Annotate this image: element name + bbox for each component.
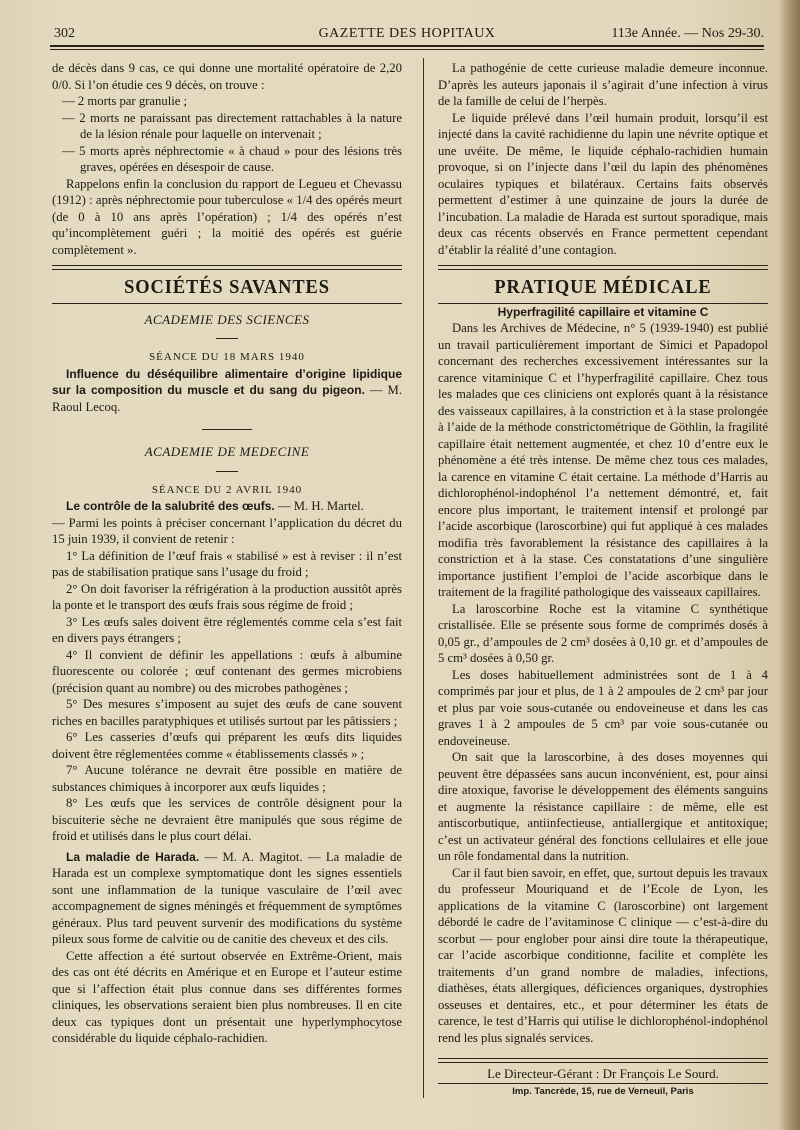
oeufs-point: 3° Les œufs sales doivent être réglementés comme cela s’est fait en divers pays étrangers ; [52, 614, 402, 645]
journal-title: GAZETTE DES HOPITAUX [318, 26, 496, 41]
oeufs-point: 1° La définition de l’œuf frais « stabilisé » est à reviser : il n’est pas de stabilisation pratique sans l’usage du froid ; [52, 548, 402, 579]
section-rule-bottom [52, 303, 402, 304]
harada-author: — M. A. Magitot. [204, 849, 303, 864]
short-rule [216, 338, 238, 339]
left-column [52, 60, 402, 1047]
item-author: — M. Raoul Lecoq. [52, 383, 403, 414]
header-rule [50, 45, 764, 47]
oeufs-point: 6° Les casseries d’œufs qui préparent les œufs dits liquides doivent être réglementées comme « établissements classés » ; [52, 730, 402, 761]
harada-paragraph-2: Cette affection a été surtout observée en Extrême-Orient, mais des cas ont été décrits en Amérique et en Europe et l’auteur estime que si l’affection était plus connue dans ses différentes formes cliniques, les observations seraient bien plus nombreuses. Il en cite deux cas typiques dont un présentait une hyperlymphocytose considérable du liquide céphalo-rachidien. [52, 948, 402, 1045]
oeufs-point: 2° On doit favoriser la réfrigération à la production aussitôt après la ponte et le transport des œufs frais sous régime de froid ; [52, 581, 402, 612]
death-item: — 5 morts après néphrectomie « à chaud » pour des lésions très graves, opérées en désespoir de cause. [62, 143, 402, 174]
column-divider [423, 58, 424, 1098]
death-item: — 2 morts par granulie ; [62, 94, 188, 108]
death-item: — 2 morts ne paraissant pas directement rattachables à la nature de la lésion rénale pour laquelle on intervenait ; [62, 110, 402, 141]
academie-medecine-heading: ACADEMIE DE MEDECINE [144, 444, 310, 459]
harada-liquide: Le liquide prélevé dans l’œil humain produit, lorsqu’il est injecté dans la cavité rachidienne du lapin une névrite optique et une uvéite. De même, le liquide céphalo-rachidien humain provoque, si on l’injecte dans l’œil du lapin des phénomènes oculaires typiques et bilatéraux. Certains faits observés permettent d’estimer à une quinzaine de jours la durée de l’incubation. La maladie de Harada est surtout sporadique, mais deux cas récents observés en France permettent cependant d’établir la réalité d’une contagion. [438, 110, 768, 257]
issue-info: 113e Année. — Nos 29-30. [611, 26, 764, 41]
separator-rule [202, 429, 252, 430]
oeufs-point: 5° Des mesures s’imposent au sujet des œufs de cane souvent riches en bacilles paratyphiques et utilisés surtout par les pâtissiers ; [52, 697, 402, 728]
page-number: 302 [54, 26, 75, 41]
oeufs-paragraph [52, 498, 402, 515]
article-paragraph: Dans les Archives de Médecine, n° 5 (1939-1940) est publié un travail particulièrement important de Simici et Papadopol concernant des recherches excessivement intéressantes sur la carence vitaminique C et l’hyperfragilité capillaire. Chez tous les malades que ces cliniciens ont explorés quant à la résistance des vaisseaux capillaires, à la constriction et à la stase prolongée à l’aide de la méthode constrictométrique de Göthlin, la fragilité capillaire était nettement augmentée, et chez 10 d’entre eux le phénomène a été très intense. De même chez tous ces malades, la carence en vitamine C était certaine. La méthode d’Harris au dichlorophénol-indophénol l’a nettement démontré, et, fait encore plus important, le traitement intensif et prolongé par l’acide ascorbique (laroscorbine) qui fut appliqué à ces malades modifia très favorablement la résistance des capillaires à la constriction et à la stase. Ces constatations d’une singulière importance justifient l’emploi de l’acide ascorbique dans le traitement de la fragilité pathologique des vaisseaux capillaires. [438, 321, 768, 599]
item-title: Influence du déséquilibre alimentaire d’origine lipidique sur la composition du muscle et du sang du pigeon. [52, 366, 402, 397]
harada-title: La maladie de Harada. [66, 849, 200, 864]
article-paragraph: La laroscorbine Roche est la vitamine C synthétique cristallisée. Elle se présente sous forme de comprimés dosés à 0,05 gr., d’ampoules de 2 cm³ dosées à 0,10 gr. et d’ampoules de 5 cm³ dosées à 0,50 gr. [438, 601, 768, 665]
header-rule-thin [50, 49, 764, 50]
seance-date: SÉANCE DU 2 AVRIL 1940 [151, 483, 303, 496]
printer-imprint: Imp. Tancrède, 15, rue de Verneuil, Paris [512, 1085, 694, 1097]
footer-rule [438, 1058, 768, 1063]
section-rule [438, 265, 768, 270]
conclusion-paragraph: Rappelons enfin la conclusion du rapport de Legueu et Chevassu (1912) : après néphrectomie pour tuberculose « 1/4 des opérés meurt (de 0 à 10 ans après l’opération) ; 1/4 des opérés n’est qu’incomplètement guéri ; la moitié des opérés est guérie complètement ». [52, 176, 402, 257]
article-paragraph: Les doses habituellement administrées sont de 1 à 4 comprimés par jour et plus, de 1 à 2 ampoules de 2 cm³ par jour et plus par voie sous-cutanée ou endoveineuse et dans les cas graves 1 à 2 ampoules de 5 cm³ par voie sous-cutanée ou endoveineuse. [438, 667, 768, 748]
oeufs-point: 4° Il convient de définir les appellations : œufs à albumine fluorescente ou colorée ; œuf contenant des germes microbiens (précision quant au nombre) ou des microbes pathogènes ; [52, 647, 402, 695]
right-column [438, 60, 768, 1100]
article-title: Hyperfragilité capillaire et vitamine C [497, 304, 709, 319]
article-paragraph: On sait que la laroscorbine, à des doses moyennes qui peuvent être dépassées sans aucun inconvénient, est, pour ainsi dire atoxique, favorise le développement des éléments sanguins et augmente la résistance capillaire : de même, elle est antiscorbutique, antiinfectieuse, antiallergique et antitoxique; c’est un activateur général des fonctions cellulaires et elle joue un rôle fondamental dans la nutrition. [438, 750, 768, 863]
oeufs-title: Le contrôle de la salubrité des œufs. [66, 499, 275, 513]
director-signature: Le Directeur-Gérant : Dr François Le Sourd. [487, 1066, 719, 1081]
harada-paragraph [52, 849, 402, 948]
oeufs-point: 8° Les œufs que les services de contrôle désignent pour la biscuiterie sèche ne devraient être manipulés que sous régime de froid et utilisés dans le plus court délai. [52, 796, 402, 843]
section-rule [52, 265, 402, 270]
oeufs-author: — M. H. Martel. [277, 499, 364, 513]
seance-date: SÉANCE DU 18 MARS 1940 [149, 351, 305, 363]
section-title-societes: SOCIÉTÉS SAVANTES [124, 276, 330, 298]
academie-sciences-heading: ACADEMIE DES SCIENCES [144, 311, 310, 327]
short-rule [216, 471, 238, 472]
harada-pathogenie: La pathogénie de cette curieuse maladie demeure inconnue. D’après les auteurs japonais il s’agirait d’une infection à virus de la famille de celui de l’herpès. [438, 61, 768, 108]
page-header [48, 26, 766, 46]
article-paragraph: Car il faut bien savoir, en effet, que, surtout depuis les travaux du professeur Mouriquand et de l’Ecole de Lyon, les applications de la vitamine C (laroscorbine) ont largement débordé le cadre de l’avitaminose C clinique — c’est-à-dire du scorbut — pour englober pour ainsi dire toute la thérapeutique, car l’acide ascorbique conditionne, facilite et complète les traitements d’un grand nombre de maladies, infections, diathèses, états allergiques, déficiences organiques, dystrophies osseuses et dentaires, etc., et pour déterminer les états de carence, le test d’Harris qui utilise le dichlorophénol-indophénol rend les plus signalés services. [438, 865, 768, 1045]
harada-text: — La maladie de Harada est un complexe symptomatique dont les signes essentiels sont une inflammation de la tunique vasculaire de l’œil avec accompagnement de signes méningés et fréquemment de symptômes généraux. Plus tard peuvent survenir des modifications du système pileux sous forme de calvitie ou de canitie des cheveux et des cils. [52, 849, 403, 946]
mortality-intro: de décès dans 9 cas, ce qui donne une mortalité opératoire de 2,20 0/0. Si l’on étudie ces 9 décès, on trouve : [52, 61, 402, 92]
section-title-pratique: PRATIQUE MÉDICALE [494, 276, 712, 298]
page-edge-shadow [778, 0, 800, 1130]
oeufs-point: 7° Aucune tolérance ne devrait être possible en matière de substances chimiques à incorporer aux œufs liquides ; [52, 763, 402, 794]
oeufs-intro: — Parmi les points à préciser concernant l’application du décret du 15 juin 1939, il convient de retenir : [52, 515, 402, 546]
sciences-item [52, 366, 402, 416]
